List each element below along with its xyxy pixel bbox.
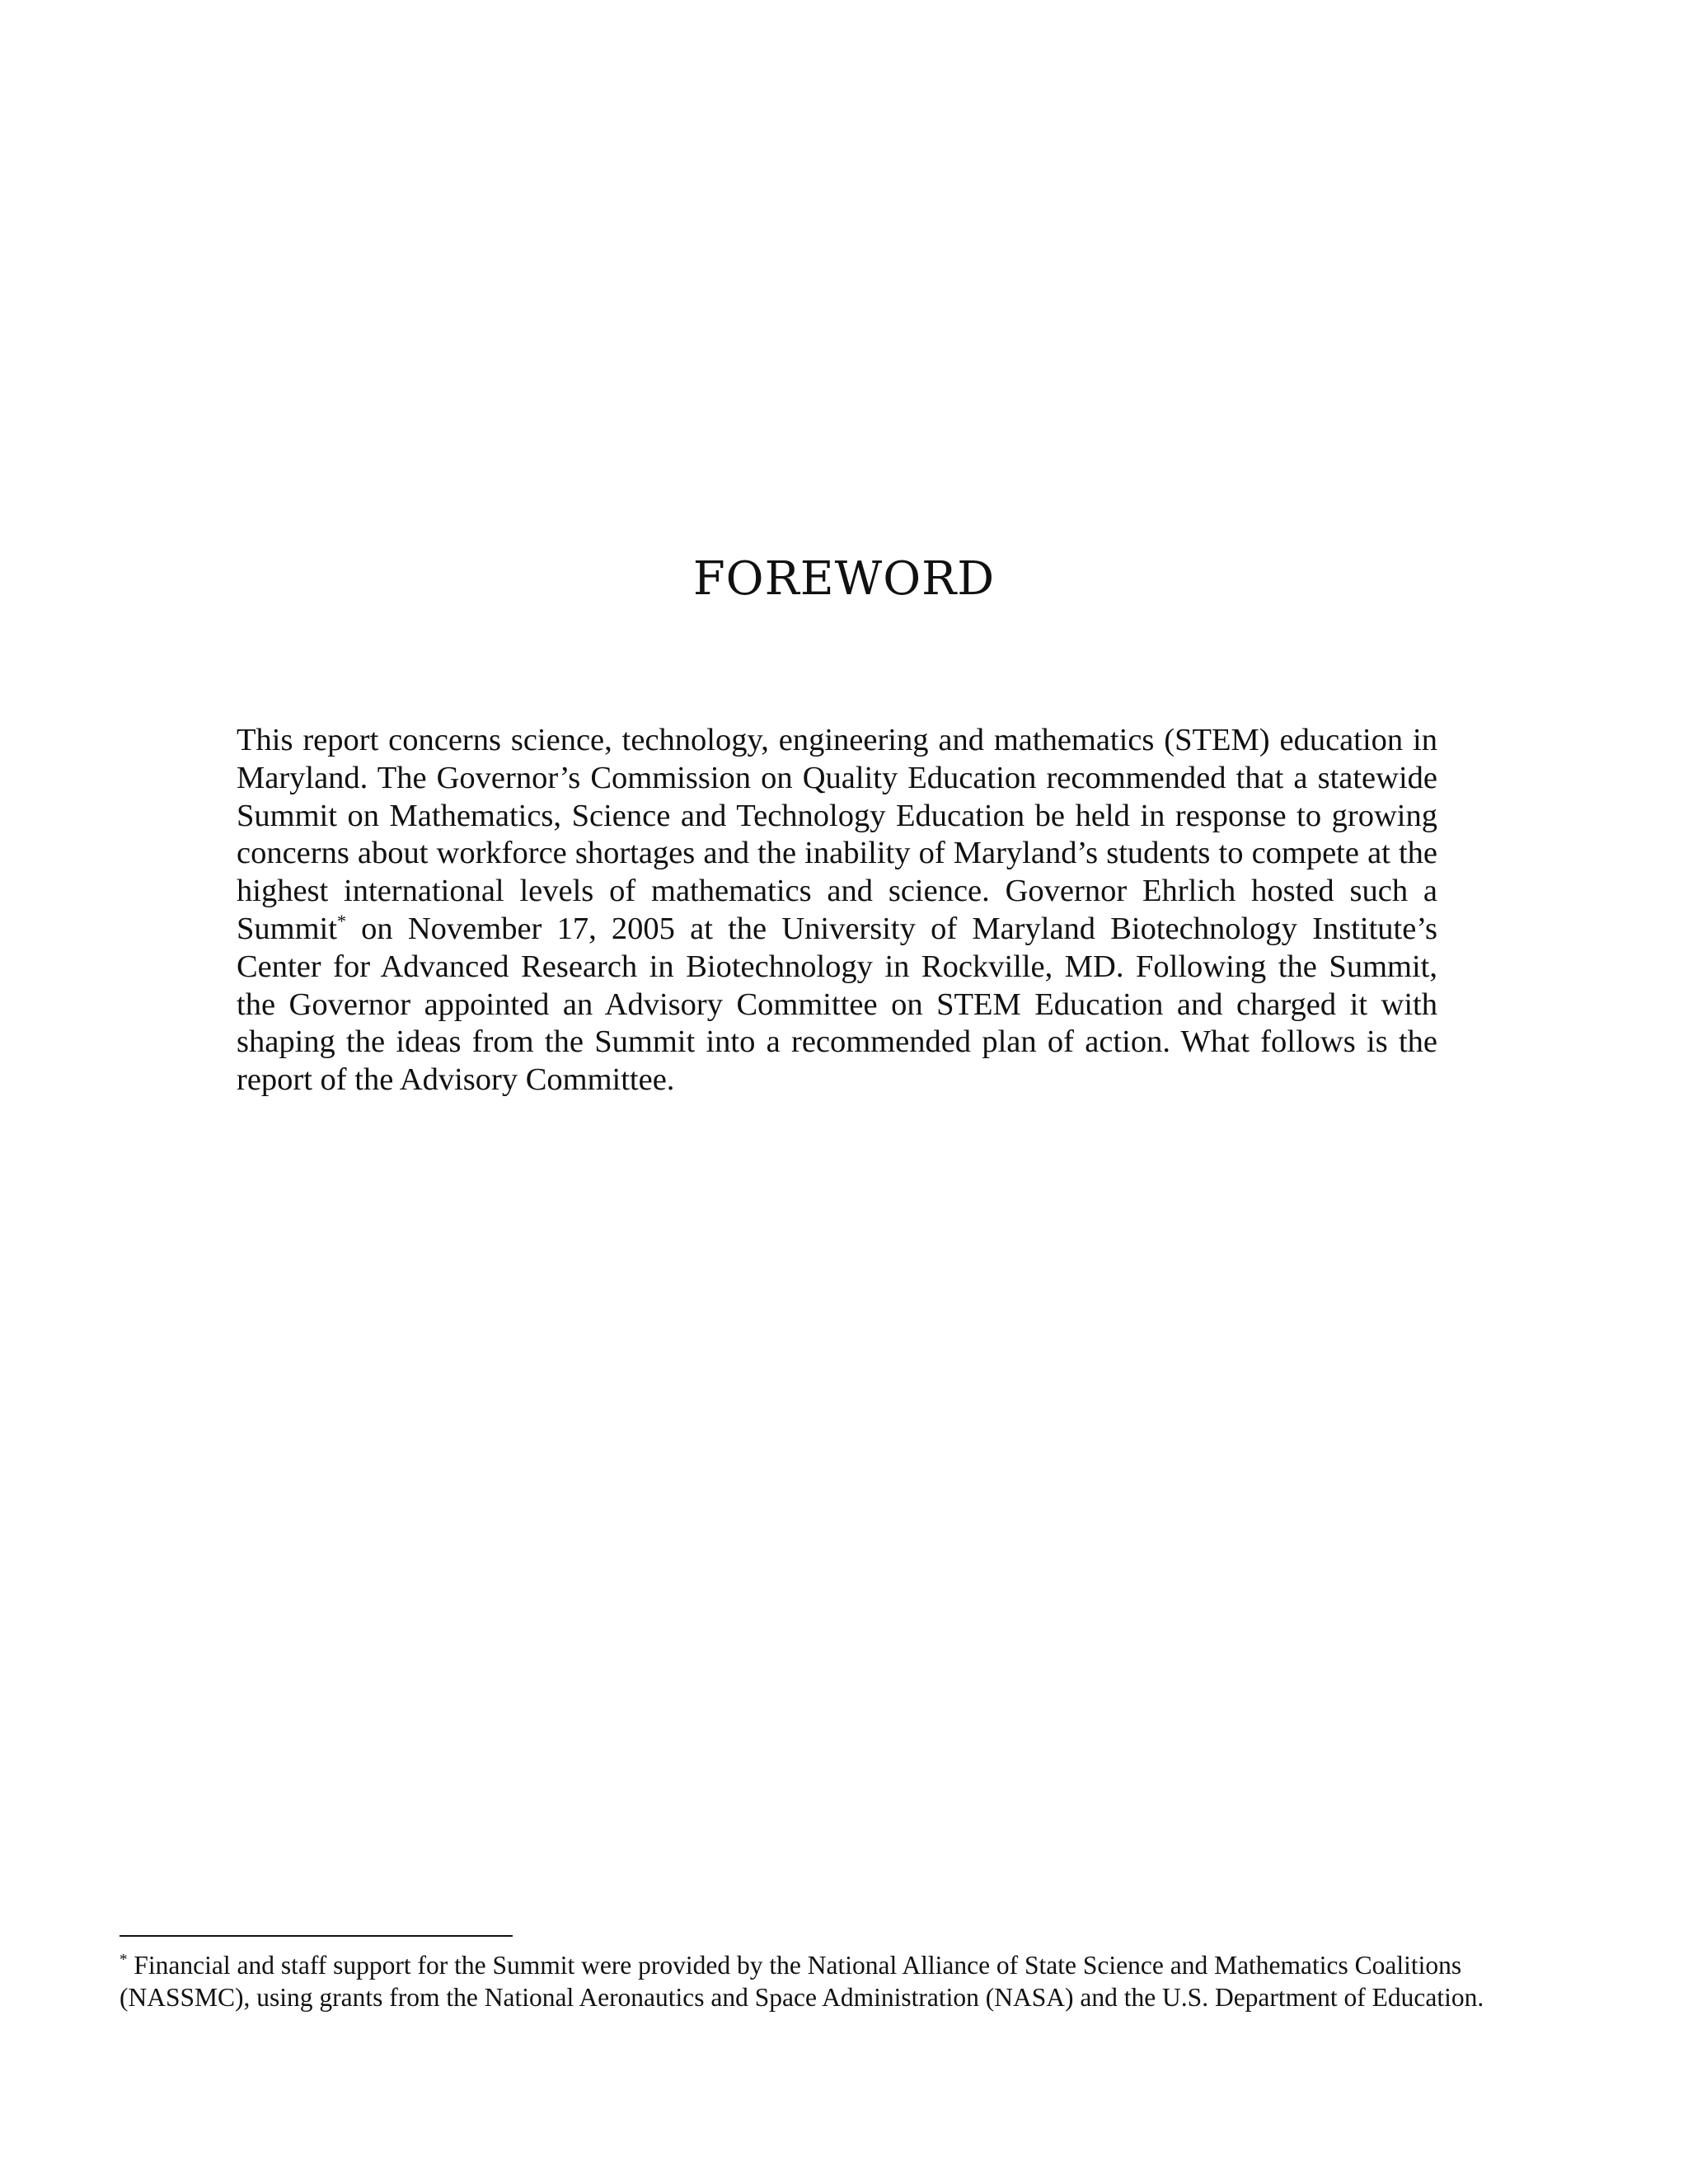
foreword-text-part-1: This report concerns science, technology, engineering and mathematics (STEM) education in Maryland. The Governor’s Commission on Quality Education recommended that a statewide Summit on Mathematics, Science and Technology Education be held in response to growing concerns about workforce shortages and the inability of Maryland’s students to compete at the highest international levels of mathematics and science. Governor Ehrlich hosted such a Summit: [237, 723, 1437, 946]
foreword-paragraph: [237, 722, 1437, 1099]
foreword-text-part-2: on November 17, 2005 at the University of Maryland Biotechnology Institute’s Center for Advanced Research in Biotechnology in Rockville, MD. Following the Summit, the Governor appointed an Advisory Committee on STEM Education and charged it with shaping the ideas from the Summit into a recommended plan of action. What follows is the report of the Advisory Committee.: [237, 911, 1437, 1098]
footnote-marker: *: [120, 1951, 128, 1969]
footnote-reference: *: [336, 911, 346, 932]
footnote-separator: [120, 1935, 513, 1937]
footnote: [120, 1950, 1537, 2013]
footnote-text: Financial and staff support for the Summit were provided by the National Alliance of State Science and Mathematics Coalitions (NASSMC), using grants from the National Aeronautics and Space Administration (NASA) and the U.S. Department of Education.: [120, 1951, 1484, 2012]
page-title: FOREWORD: [692, 552, 996, 606]
